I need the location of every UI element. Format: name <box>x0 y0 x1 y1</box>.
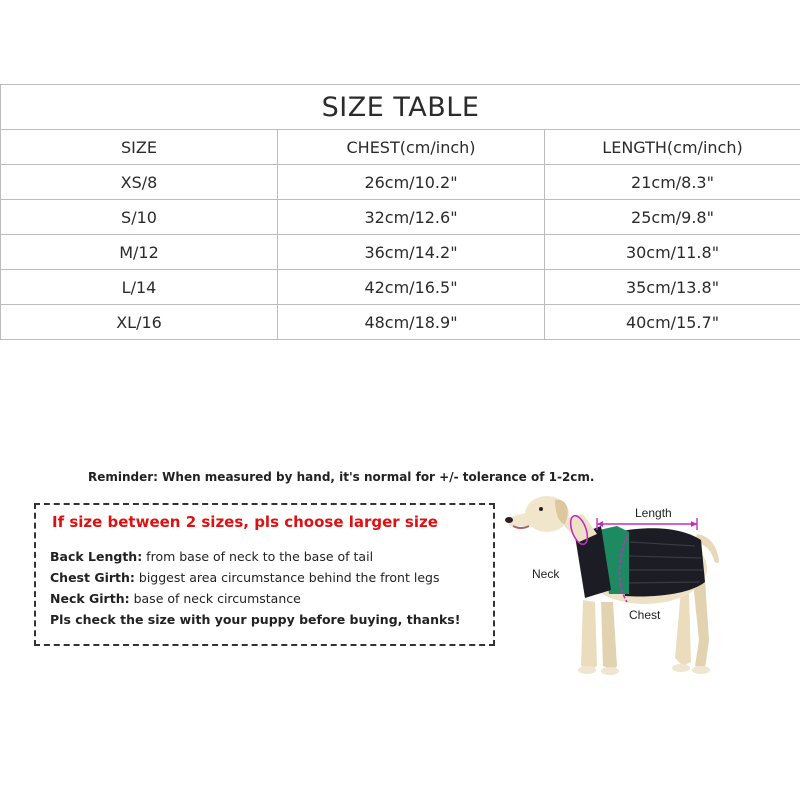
tolerance-reminder: Reminder: When measured by hand, it's normal for +/- tolerance of 1-2cm. <box>88 470 595 484</box>
table-row <box>1 305 800 340</box>
cell-chest: 32cm/12.6" <box>278 200 545 235</box>
dog-illustration <box>505 490 765 690</box>
table-row <box>1 235 800 270</box>
table-title: SIZE TABLE <box>1 85 800 130</box>
table-row <box>1 270 800 305</box>
table-row <box>1 165 800 200</box>
neck-girth-line <box>50 588 460 609</box>
size-warning: If size between 2 sizes, pls choose larger size <box>52 513 438 531</box>
cell-length: 25cm/9.8" <box>545 200 800 235</box>
header-size: SIZE <box>1 130 278 165</box>
size-table <box>0 84 800 340</box>
length-label: Length <box>635 506 672 520</box>
dog-measurement-diagram <box>505 490 765 690</box>
back-length-line <box>50 546 460 567</box>
chest-girth-text: biggest area circumstance behind the front legs <box>134 570 440 585</box>
cell-chest: 36cm/14.2" <box>278 235 545 270</box>
cell-size: XL/16 <box>1 305 278 340</box>
chest-girth-label: Chest Girth: <box>50 570 135 585</box>
neck-label: Neck <box>532 567 560 581</box>
cell-size: M/12 <box>1 235 278 270</box>
cell-chest: 48cm/18.9" <box>278 305 545 340</box>
final-advice: Pls check the size with your puppy before buying, thanks! <box>50 612 461 627</box>
cell-length: 21cm/8.3" <box>545 165 800 200</box>
cell-size: L/14 <box>1 270 278 305</box>
cell-length: 30cm/11.8" <box>545 235 800 270</box>
measurement-guide <box>50 546 460 630</box>
neck-girth-text: base of neck circumstance <box>129 591 301 606</box>
chest-girth-line <box>50 567 460 588</box>
neck-girth-label: Neck Girth: <box>50 591 130 606</box>
cell-length: 40cm/15.7" <box>545 305 800 340</box>
chest-label: Chest <box>629 608 661 622</box>
back-length-label: Back Length: <box>50 549 143 564</box>
cell-size: S/10 <box>1 200 278 235</box>
cell-chest: 26cm/10.2" <box>278 165 545 200</box>
cell-chest: 42cm/16.5" <box>278 270 545 305</box>
cell-size: XS/8 <box>1 165 278 200</box>
header-chest: CHEST(cm/inch) <box>278 130 545 165</box>
back-length-text: from base of neck to the base of tail <box>142 549 374 564</box>
table-row <box>1 200 800 235</box>
cell-length: 35cm/13.8" <box>545 270 800 305</box>
sizing-note-box <box>34 503 495 646</box>
header-length: LENGTH(cm/inch) <box>545 130 800 165</box>
